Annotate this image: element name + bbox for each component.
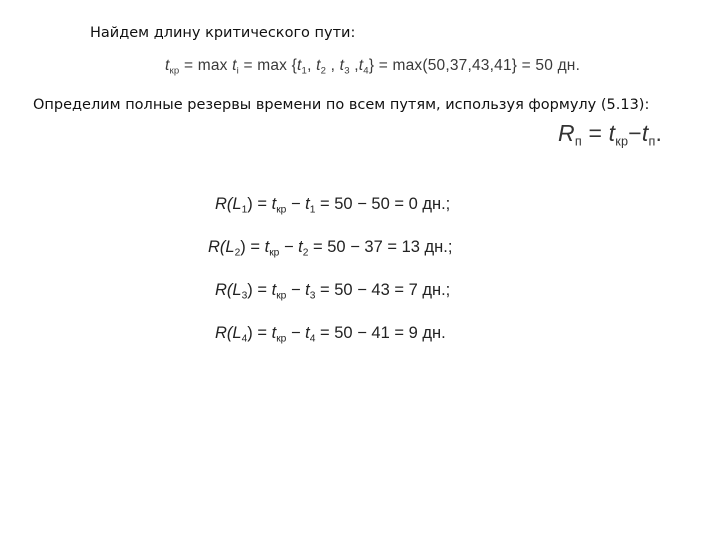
reserve-equation-l4: $R(L_4) = t_{кр} - t_4 = 50 - 41 = 9$ дн. (215, 324, 446, 345)
reserve-equation-l1: $R(L_1) = t_{кр} - t_1 = 50 - 50 = 0$ дн.; (215, 195, 451, 216)
reserves-heading: Определим полные резервы времени по всем путям, используя формулу (5.13): (33, 97, 650, 113)
reserve-formula: $R_п = t_{кр}-t_п$. (558, 120, 663, 149)
critical-path-equation: $t_{кр} = \max t_i = \max \{t_1$, $t_2$ , $t_3$ $,t_4\} = \max(50,37,43,41\} = 50$ дн. (165, 57, 581, 77)
reserve-equation-l2: $R(L_2) = t_{кр} - t_2 = 50 - 37 = 13$ дн.; (208, 238, 453, 259)
critical-path-heading: Найдем длину критического пути: (90, 25, 356, 41)
reserve-equation-l3: $R(L_3) = t_{кр} - t_3 = 50 - 43 = 7$ дн.; (215, 281, 451, 302)
reserve-equations-list (205, 195, 505, 367)
